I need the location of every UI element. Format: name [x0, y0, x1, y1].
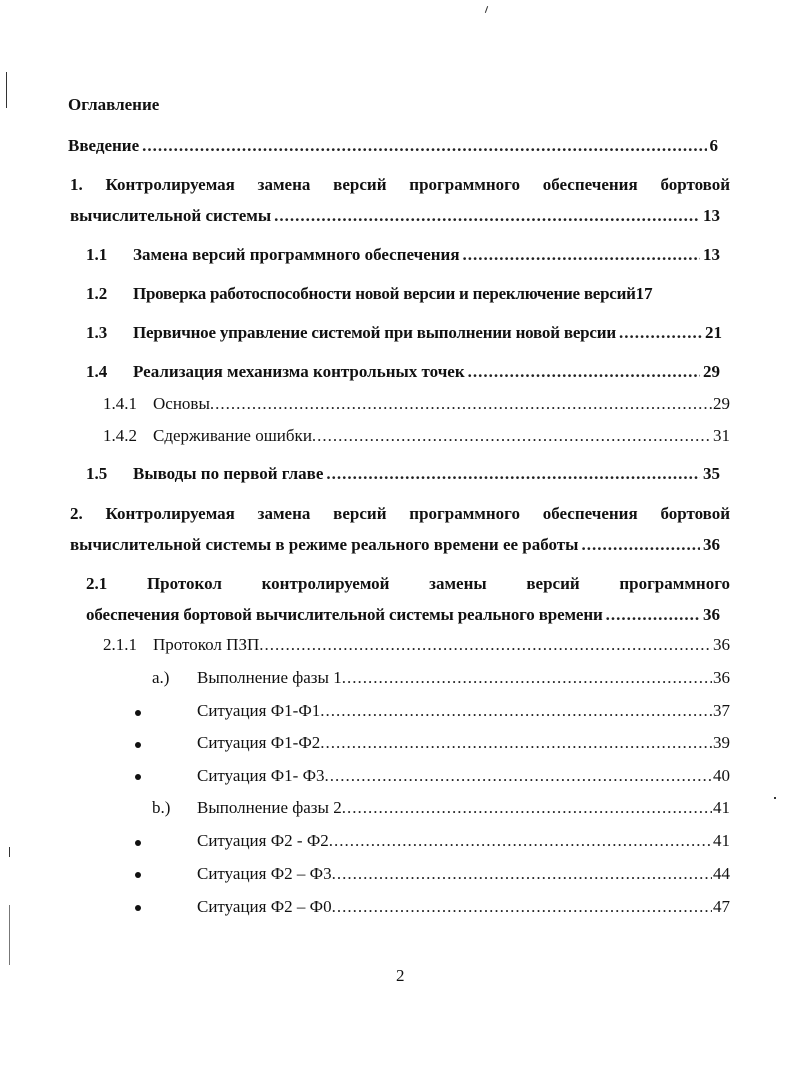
toc-entry-label: Протокол контролируемой замены версий программного: [146, 574, 731, 593]
toc-entry-situation-f1-f1[interactable]: [197, 700, 730, 722]
toc-entry-chapter-1-line1[interactable]: [70, 175, 730, 195]
toc-entry-label: Выполнение фазы 2: [197, 798, 342, 817]
toc-entry-label: обеспечения бортовой вычислительной системы реального времени: [86, 605, 603, 624]
toc-entry-page: 47: [713, 897, 730, 916]
toc-entry-label: Выполнение фазы 1: [197, 668, 342, 687]
bullet-icon: [135, 742, 141, 748]
toc-entry-1-4[interactable]: [86, 361, 720, 383]
toc-entry-1-1[interactable]: [86, 244, 720, 266]
toc-entry-chapter-2-line2[interactable]: [70, 534, 720, 556]
toc-entry-page: 29: [713, 394, 730, 413]
toc-entry-situation-f2-f2[interactable]: [197, 830, 730, 852]
toc-entry-label: Контролируемая замена версий программного обеспечения бортовой: [105, 504, 731, 523]
leader-dots: [332, 863, 712, 885]
toc-entry-label: Проверка работоспособности новой версии и переключение версий: [133, 284, 636, 303]
toc-entry-page: 44: [713, 864, 730, 883]
toc-entry-number: 1.3: [86, 323, 108, 342]
toc-entry-label: Ситуация Ф2 – Ф3: [197, 864, 332, 883]
toc-entry-chapter-2-line1[interactable]: [70, 504, 730, 524]
leader-dots: [274, 205, 700, 227]
toc-entry-label: Ситуация Ф1-Ф1: [197, 701, 321, 720]
toc-entry-page: 36: [703, 535, 720, 554]
leader-dots: [329, 830, 712, 852]
toc-title: Оглавление: [68, 95, 160, 114]
scan-mark: [774, 797, 776, 799]
toc-entry-number: 1.1: [86, 245, 108, 264]
toc-entry-page: 41: [713, 798, 730, 817]
leader-dots: [468, 361, 700, 383]
toc-entry-page: 36: [703, 605, 720, 624]
leader-dots: [342, 667, 712, 689]
toc-entry-situation-f2-f3[interactable]: [197, 863, 730, 885]
leader-dots: [332, 896, 712, 918]
toc-entry-marker: b.): [152, 798, 171, 817]
toc-entry-page: 35: [703, 464, 720, 483]
scan-mark: [9, 847, 10, 857]
toc-entry-situation-f2-f0[interactable]: [197, 896, 730, 918]
toc-entry-2-1-1[interactable]: [103, 634, 730, 656]
toc-entry-page: 29: [703, 362, 720, 381]
toc-entry-page: 21: [705, 323, 722, 342]
toc-entry-label: вычислительной системы в режиме реального времени ее работы: [70, 535, 579, 554]
toc-entry-label: Основы: [153, 394, 210, 413]
leader-dots: [619, 322, 702, 344]
leader-dots: [606, 604, 700, 626]
toc-entry-page: 39: [713, 733, 730, 752]
toc-entry-label: Выводы по первой главе: [133, 464, 324, 483]
page-number: 2: [396, 966, 405, 985]
toc-entry-label: Ситуация Ф2 - Ф2: [197, 831, 329, 850]
leader-dots: [259, 634, 712, 656]
toc-entry-page: 37: [713, 701, 730, 720]
toc-entry-1-4-1[interactable]: [103, 393, 730, 415]
toc-entry-label: Ситуация Ф1- Ф3: [197, 766, 325, 785]
bullet-icon: [135, 774, 141, 780]
toc-entry-number: 2.1.1: [103, 635, 137, 654]
leader-dots: [312, 425, 712, 447]
toc-entry-page: 36: [713, 668, 730, 687]
toc-entry-1-4-2[interactable]: [103, 425, 730, 447]
toc-entry-label: Ситуация Ф1-Ф2: [197, 733, 321, 752]
toc-entry-label: вычислительной системы: [70, 206, 272, 225]
toc-entry-label: Первичное управление системой при выполнении новой версии: [133, 323, 616, 342]
bullet-icon: [135, 905, 141, 911]
toc-entry-1-3[interactable]: [86, 322, 722, 344]
toc-entry-page: 17: [635, 284, 653, 303]
toc-entry-phase-2[interactable]: [152, 797, 730, 819]
toc-entry-situation-f1-f3[interactable]: [197, 765, 730, 787]
toc-entry-number: 1.5: [86, 464, 108, 483]
leader-dots: [463, 244, 700, 266]
toc-entry-page: 36: [713, 635, 730, 654]
toc-entry-page: 41: [713, 831, 730, 850]
leader-dots: [320, 732, 712, 754]
toc-entry-number: 1.4.2: [103, 426, 137, 445]
toc-entry-label: Введение: [68, 136, 140, 155]
toc-entry-label: Реализация механизма контрольных точек: [133, 362, 465, 381]
leader-dots: [326, 463, 700, 485]
toc-entry-page: 31: [713, 426, 730, 445]
toc-entry-number: 1.4.1: [103, 394, 137, 413]
bullet-icon: [135, 710, 141, 716]
toc-entry-number: 1.2: [86, 284, 108, 303]
toc-entry-page: 40: [713, 766, 730, 785]
scan-mark: [6, 72, 7, 108]
toc-entry-label: Ситуация Ф2 – Ф0: [197, 897, 332, 916]
leader-dots: [581, 534, 700, 556]
toc-entry-intro[interactable]: [68, 135, 718, 157]
toc-entry-2-1-line1[interactable]: [86, 574, 730, 594]
toc-entry-page: 13: [703, 245, 720, 264]
scan-mark: [485, 6, 488, 13]
toc-entry-2-1-line2[interactable]: [86, 604, 720, 626]
toc-entry-label: Контролируемая замена версий программного обеспечения бортовой: [105, 175, 731, 194]
toc-entry-page: 13: [703, 206, 720, 225]
scan-mark: [9, 905, 10, 965]
leader-dots: [320, 700, 712, 722]
toc-entry-label: Сдерживание ошибки: [153, 426, 312, 445]
toc-entry-marker: a.): [152, 668, 170, 687]
toc-entry-number: 1.: [70, 175, 83, 194]
leader-dots: [210, 393, 712, 415]
leader-dots: [142, 135, 706, 157]
toc-entry-number: 2.1: [86, 574, 108, 593]
toc-entry-1-2[interactable]: [86, 283, 726, 305]
toc-entry-label: Замена версий программного обеспечения: [133, 245, 460, 264]
toc-entry-situation-f1-f2[interactable]: [197, 732, 730, 754]
toc-entry-label: Протокол ПЗП: [153, 635, 260, 654]
toc-entry-number: 2.: [70, 504, 83, 523]
toc-entry-chapter-1-line2[interactable]: [70, 205, 720, 227]
toc-entry-page: 6: [709, 136, 718, 155]
toc-entry-number: 1.4: [86, 362, 108, 381]
leader-dots: [342, 797, 712, 819]
bullet-icon: [135, 840, 141, 846]
toc-entry-1-5[interactable]: [86, 463, 720, 485]
leader-dots: [325, 765, 713, 787]
bullet-icon: [135, 872, 141, 878]
toc-entry-phase-1[interactable]: [152, 667, 730, 689]
